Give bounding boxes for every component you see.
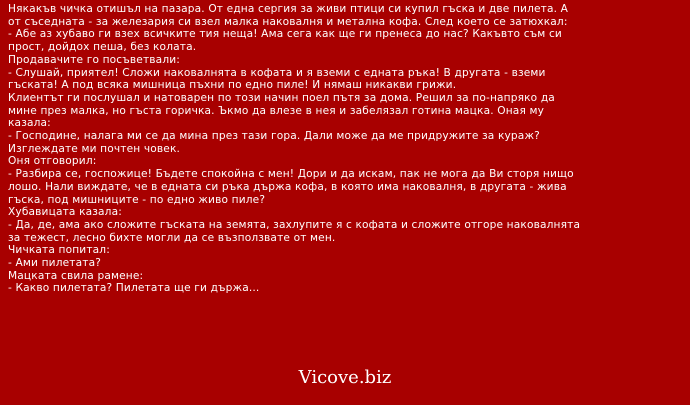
joke-line: Мацката свила рамене: bbox=[8, 269, 144, 282]
joke-line: - Какво пилетата? Пилетата ще ги държа... bbox=[8, 282, 260, 295]
joke-line: мине през малка, но гъста горичка. Ъкмо да влезе в нея и забелязал готина мацка. Оная му bbox=[8, 104, 545, 117]
joke-line: гъска, под мишниците - по едно живо пиле? bbox=[8, 193, 266, 206]
joke-line: лошо. Нали виждате, че в едната си ръка държа кофа, в която има наковалня, в другата - жива bbox=[8, 180, 567, 193]
joke-line: прост, дойдох пеша, без колата. bbox=[8, 41, 197, 54]
joke-line: Продавачите го посъветвали: bbox=[8, 53, 180, 66]
joke-line: Някакъв чичка отишъл на пазара. От една сергия за живи птици си купил гъска и две пилета. А bbox=[8, 3, 569, 15]
joke-line: казала: bbox=[8, 117, 51, 130]
joke-line: - Да, де, ама ако сложите гъската на земята, захлупите я с кофата и сложите отгоре наковалнята bbox=[8, 218, 581, 231]
site-watermark: Vicove.biz bbox=[298, 367, 392, 388]
joke-line: за тежест, лесно бихте могли да се възползвате от мен. bbox=[8, 231, 336, 244]
joke-line: - Господине, налага ми се да мина през тази гора. Дали може да ме придружите за кураж? bbox=[8, 130, 540, 143]
joke-line: от съседната - за железария си взел малка наковалня и метална кофа. След което се затюхкал: bbox=[8, 15, 568, 28]
joke-line: - Разбира се, госпожице! Бъдете спокойна с мен! Дори и да искам, пак не мога да Ви сторя нищо bbox=[8, 168, 574, 181]
joke-line: - Слушай, приятел! Сложи наковалнята в кофата и я вземи с едната ръка! В другата - вземи bbox=[8, 66, 546, 79]
joke-line: Изглеждате ми почтен човек. bbox=[8, 142, 181, 155]
joke-line: - Абе аз хубаво ги взех всичките тия неща! Ама сега как ще ги пренеса до нас? Какъвто съм си bbox=[8, 28, 562, 41]
joke-line: Хубавицата казала: bbox=[8, 206, 122, 219]
joke-line: Оня отговорил: bbox=[8, 155, 97, 168]
joke-text bbox=[8, 3, 678, 295]
joke-line: Клиентът ги послушал и натоварен по този начин поел пътя за дома. Решил за по-напряко да bbox=[8, 91, 555, 104]
joke-line: Чичката попитал: bbox=[8, 244, 110, 257]
joke-line: - Ами пилетата? bbox=[8, 257, 101, 270]
joke-line: гъската! А под всяка мишница пъхни по едно пиле! И нямаш никакви грижи. bbox=[8, 79, 457, 92]
